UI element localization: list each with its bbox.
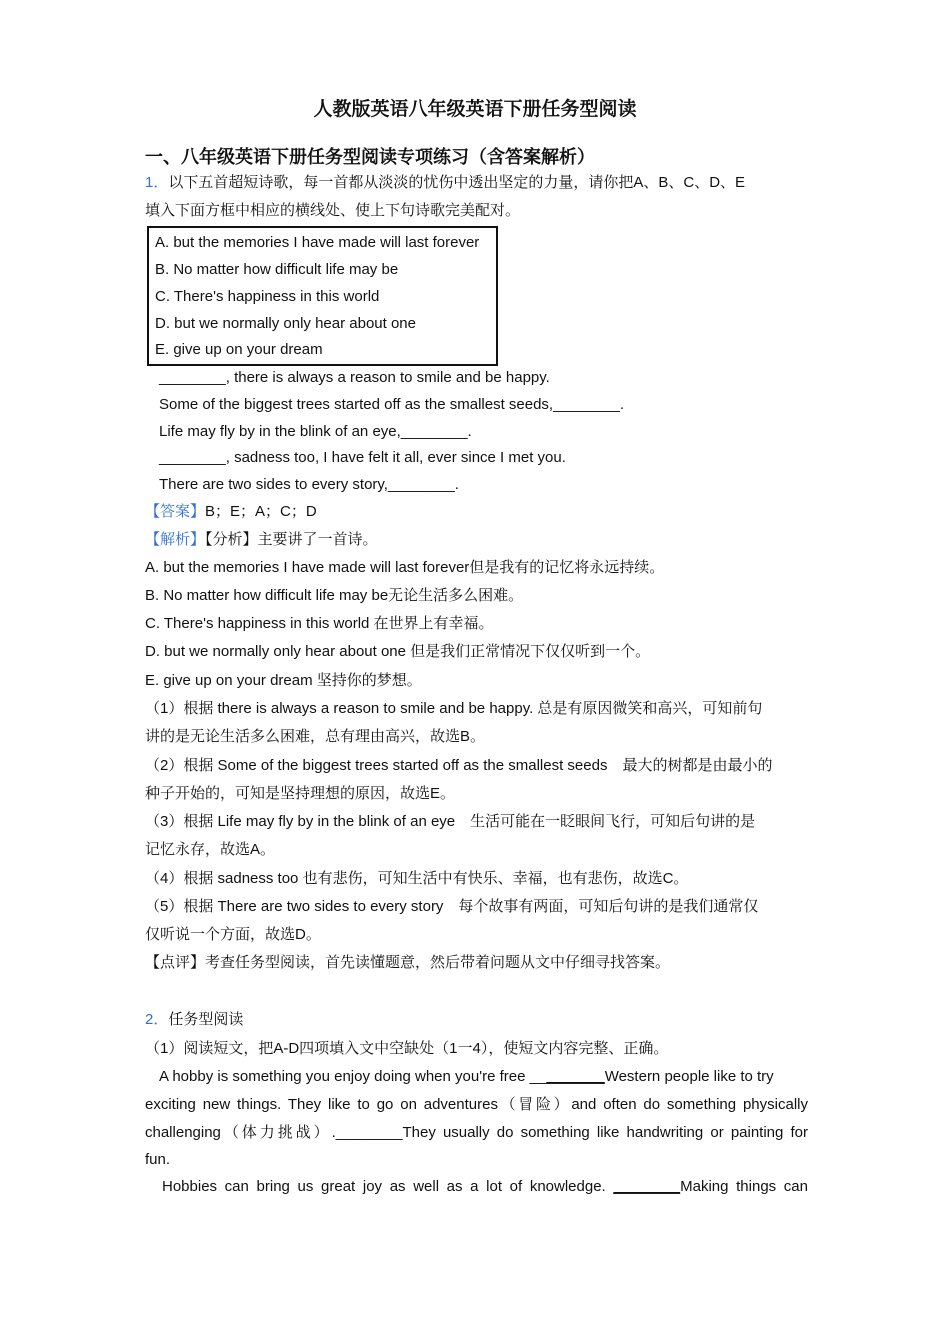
explanation-3: （3）根据 Life may fly by in the blink of an eye 生活可能在一眨眼间飞行，可知后句讲的是: [145, 813, 756, 830]
analysis-line: [145, 529, 378, 551]
translation-d: D. but we normally only hear about one 但是我们正常情况下仅仅听到一个。: [145, 643, 651, 660]
question-2-title: 任务型阅读: [168, 1011, 244, 1028]
answer-line: [145, 501, 317, 523]
option-e: E. give up on your dream: [155, 341, 323, 358]
passage-text: A hobby is something you enjoy doing when you're free: [159, 1068, 530, 1085]
option-d: D. but we normally only hear about one: [155, 315, 416, 332]
passage-p1-line-2: exciting new things. They like to go on adventures（冒险）and often do something physically: [145, 1096, 808, 1113]
question-number: 1．: [145, 174, 169, 191]
explanation-4: （4）根据 sadness too 也有悲伤，可知生活中有快乐、幸福，也有悲伤，故选C。: [145, 870, 689, 887]
translation-e: E. give up on your dream 坚持你的梦想。: [145, 672, 422, 689]
question-2-heading: [145, 1009, 243, 1031]
question-1-prompt: [145, 172, 745, 194]
blank-1: __: [529, 1068, 547, 1085]
explanation-2-continued: 种子开始的，可知是坚持理想的原因，故选E。: [145, 785, 456, 802]
explanation-3-continued: 记忆永存，故选A。: [145, 841, 276, 858]
passage-p1-line-4: fun.: [145, 1151, 171, 1168]
poem-line-3: Life may fly by in the blink of an eye,________.: [159, 423, 472, 440]
poem-line-1: ________, there is always a reason to smile and be happy.: [159, 369, 550, 386]
translation-a: A. but the memories I have made will last forever但是我有的记忆将永远持续。: [145, 559, 665, 576]
blank-3: ________: [613, 1178, 681, 1195]
poem-line-5: There are two sides to every story,________.: [159, 476, 459, 493]
document-title: 人教版英语八年级英语下册任务型阅读: [313, 99, 637, 120]
section-heading: 一、八年级英语下册任务型阅读专项练习（含答案解析）: [145, 147, 595, 167]
explanation-5: （5）根据 There are two sides to every story 每个故事有两面，可知后句讲的是我们通常仅: [145, 898, 759, 915]
analysis-intro: 【分析】主要讲了一首诗。: [205, 531, 378, 548]
analysis-label: 【解析】: [145, 531, 206, 548]
question-number: 2．: [145, 1011, 169, 1028]
explanation-1-continued: 讲的是无论生活多么困难，总有理由高兴，故选B。: [145, 728, 486, 745]
passage-text: Western people like to try: [604, 1068, 774, 1085]
comment-line: 【点评】考查任务型阅读，首先读懂题意，然后带着问题从文中仔细寻找答案。: [145, 954, 671, 971]
options-box: [147, 226, 498, 366]
translation-c: C. There's happiness in this world 在世界上有幸福。: [145, 615, 494, 632]
question-2-instruction: （1）阅读短文，把A-D四项填入文中空缺处（1一4），使短文内容完整、正确。: [145, 1040, 669, 1057]
passage-text: Hobbies can bring us great joy as well as a lot of knowledge.: [162, 1178, 614, 1195]
explanation-2: （2）根据 Some of the biggest trees started off as the smallest seeds 最大的树都是由最小的: [145, 757, 773, 774]
poem-line-2: Some of the biggest trees started off as the smallest seeds,________.: [159, 396, 625, 413]
translation-b: B. No matter how difficult life may be无论生活多么困难。: [145, 587, 524, 604]
passage-p1-line-3: challenging（体力挑战）.________They usually do something like handwriting or painting for: [145, 1124, 808, 1141]
prompt-text: 以下五首超短诗歌，每一首都从淡淡的忧伤中透出坚定的力量，请你把A、B、C、D、E: [168, 174, 746, 191]
option-c: C. There's happiness in this world: [155, 288, 380, 305]
passage-text: Making things can: [680, 1178, 808, 1195]
option-b: B. No matter how difficult life may be: [155, 261, 399, 278]
poem-line-4: ________, sadness too, I have felt it all, ever since I met you.: [159, 449, 566, 466]
option-a: A. but the memories I have made will last forever: [155, 234, 480, 251]
explanation-5-continued: 仅听说一个方面，故选D。: [145, 926, 321, 943]
answer-label: 【答案】: [145, 503, 206, 520]
explanation-1: （1）根据 there is always a reason to smile and be happy. 总是有原因微笑和高兴，可知前句: [145, 700, 763, 717]
passage-p1-line-1: [159, 1066, 774, 1088]
question-1-prompt-continued: 填入下面方框中相应的横线处、使上下句诗歌完美配对。: [145, 202, 521, 219]
blank-1-underlined: _______: [546, 1068, 605, 1085]
answer-text: B；E；A；C；D: [205, 503, 317, 520]
passage-p2-line-1: [162, 1176, 808, 1198]
